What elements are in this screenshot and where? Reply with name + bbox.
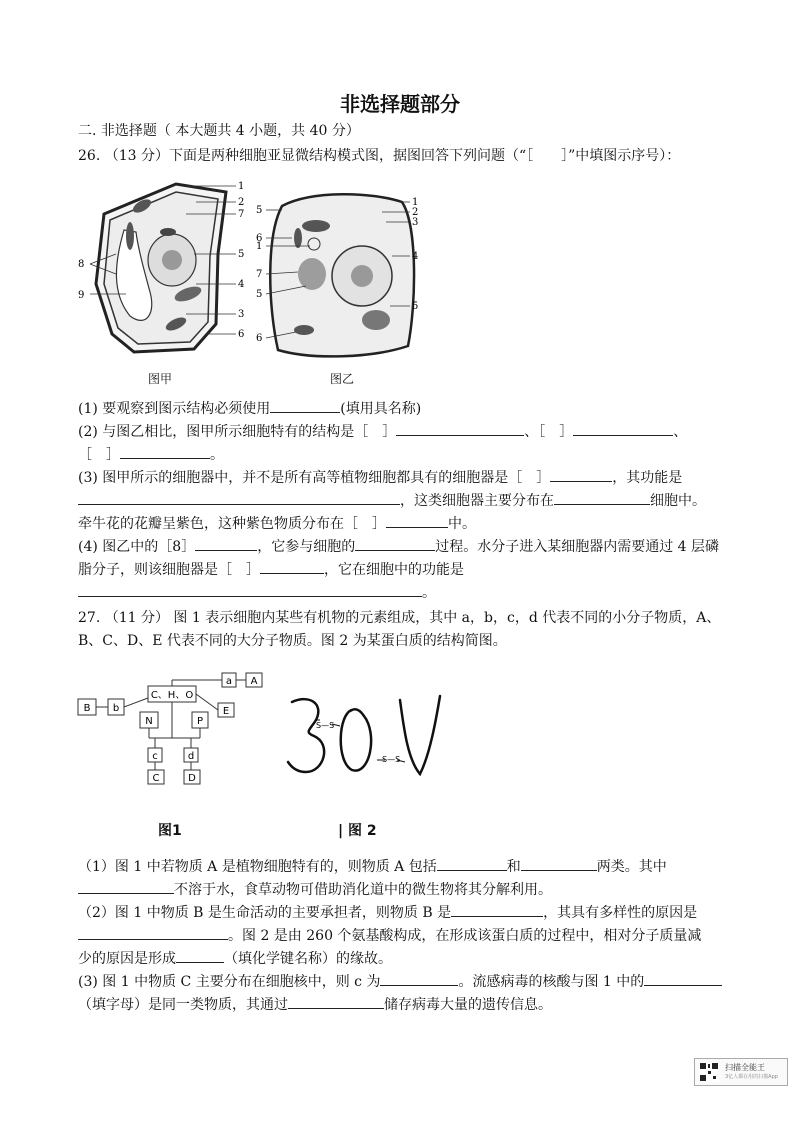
q27-p2c-text: 少的原因是形成 (78, 951, 176, 967)
answer-blank[interactable] (78, 490, 400, 505)
q26-p2b-text: ［ ］ (78, 447, 120, 463)
q26-p4b (78, 559, 464, 581)
q27-p1-text: （1）图 1 中若物质 A 是植物细胞特有的，则物质 A 包括 (78, 859, 437, 875)
label-5: 5 (256, 205, 263, 216)
q26-p2-text: (2) 与图乙相比，图甲所示细胞特有的结构是［ ］ (78, 424, 397, 440)
q26-p2-mid: 、［ ］ (524, 424, 574, 440)
q26-p4-tail: 过程。水分子进入某细胞器内需要通过 4 层磷 (435, 539, 720, 555)
q26-stem: 26. （13 分）下面是两种细胞亚显微结构模式图，据图回答下列问题（“［ ］”中填图示序号）： (78, 148, 681, 164)
answer-blank[interactable] (78, 925, 228, 940)
box-D-label: D (188, 773, 196, 784)
q27-stem-1: 27. （11 分） 图 1 表示细胞内某些有机物的元素组成，其中 a，b，c，d 代表不同的小分子物质，A、 (78, 610, 721, 626)
label-1: 1 (412, 197, 419, 208)
answer-blank[interactable] (380, 971, 458, 986)
label-7: 7 (256, 269, 263, 280)
box-CHO-label: C、H、O (150, 690, 194, 701)
q27-p2-text: （2）图 1 中物质 B 是生命活动的主要承担者，则物质 B 是 (78, 905, 452, 921)
q26-p4-text: (4) 图乙中的［8］ (78, 539, 196, 555)
label-7: 7 (238, 209, 245, 220)
box-B-label: B (83, 703, 91, 714)
label-3: 3 (412, 217, 419, 228)
q27-p1b (78, 879, 552, 901)
q27-p3-text: (3) 图 1 中物质 C 主要分布在细胞核中，则 c 为 (78, 974, 381, 990)
label-2: 2 (412, 207, 419, 218)
answer-blank[interactable] (288, 994, 384, 1009)
q26-p4b-tail: ，它在细胞中的功能是 (324, 562, 464, 578)
answer-blank[interactable] (644, 971, 722, 986)
fig-b-caption: 图乙 (330, 372, 355, 386)
q27-p2c-tail: （填化学键名称）的缘故。 (224, 951, 392, 967)
q27-stem-2: B、C、D、E 代表不同的大分子物质。图 2 为某蛋白质的结构简图。 (78, 633, 507, 649)
page-title: 非选择题部分 (340, 92, 460, 116)
figure-animal-cell (252, 186, 432, 366)
label-6: 6 (256, 333, 263, 344)
answer-blank[interactable] (451, 902, 543, 917)
fig-2-caption: | 图 2 (338, 823, 377, 839)
q27-p3b-tail: 储存病毒大量的遗传信息。 (384, 997, 552, 1013)
answer-blank[interactable] (437, 856, 507, 871)
q26-p3c-end: 中。 (448, 516, 476, 532)
q26-p4c-end: 。 (422, 585, 436, 601)
answer-blank[interactable] (195, 536, 257, 551)
q27-p3-tail: 。流感病毒的核酸与图 1 中的 (458, 974, 645, 990)
q26-p3c (78, 513, 476, 535)
answer-blank[interactable] (396, 421, 524, 436)
label-3: 3 (238, 309, 245, 320)
q27-p1-mid: 和 (506, 859, 521, 875)
box-d-label: d (187, 751, 195, 762)
label-6: 6 (256, 233, 263, 244)
q26-p4c (78, 582, 436, 604)
answer-blank[interactable] (270, 398, 340, 413)
answer-blank[interactable] (550, 467, 612, 482)
q26-p2b-end: 。 (210, 447, 224, 463)
q27-p2c (78, 948, 392, 970)
q26-p3b (78, 490, 706, 512)
q26-p2 (78, 421, 687, 443)
section-header: 二. 非选择题（ 本大题共 4 小题，共 40 分） (78, 123, 360, 139)
q26-p1-tail: (填用具名称) (340, 401, 422, 417)
disulfide-bond-label: S—S (382, 755, 401, 764)
label-1: 1 (238, 181, 245, 192)
q26-p3b-end: 细胞中。 (650, 493, 706, 509)
answer-blank[interactable] (78, 582, 422, 597)
answer-blank[interactable] (355, 536, 435, 551)
answer-blank[interactable] (554, 490, 650, 505)
q26-p2-end: 、 (673, 424, 688, 440)
box-c-label: c (152, 751, 158, 762)
label-6: 6 (238, 329, 245, 340)
figure-1-diagram (76, 668, 276, 798)
q26-p3-text: (3) 图甲所示的细胞器中，并不是所有高等植物细胞都具有的细胞器是［ ］ (78, 470, 551, 486)
q27-p1b-tail: 不溶于水，食草动物可借助消化道中的微生物将其分解利用。 (174, 882, 552, 898)
fig-1-caption: 图1 (158, 823, 182, 839)
fig-a-caption: 图甲 (148, 372, 173, 386)
q27-p2 (78, 902, 697, 924)
label-5: 5 (238, 249, 245, 260)
q26-p1-text: (1) 要观察到图示结构必须使用 (78, 401, 271, 417)
answer-blank[interactable] (386, 513, 448, 528)
box-C-label: C (152, 773, 160, 784)
q26-p4b-text: 脂分子，则该细胞器是［ ］ (78, 562, 260, 578)
box-A-label: A (250, 676, 258, 687)
answer-blank[interactable] (78, 879, 174, 894)
q27-p3 (78, 971, 722, 993)
answer-blank[interactable] (573, 421, 673, 436)
q26-p3 (78, 467, 682, 489)
watermark-text: 扫描全能王 (725, 1063, 765, 1072)
q27-p2b-tail: 。图 2 是由 260 个氨基酸构成，在形成该蛋白质的过程中，相对分子质量减 (228, 928, 702, 944)
box-a-label: a (225, 676, 233, 687)
qr-code-icon (699, 1062, 719, 1082)
q27-p2b (78, 925, 701, 947)
box-P-label: P (196, 716, 204, 727)
answer-blank[interactable] (120, 444, 210, 459)
q26-p3c-text: 牵牛花的花瓣呈紫色，这种紫色物质分布在［ ］ (78, 516, 386, 532)
label-5: 5 (256, 289, 263, 300)
q27-p2-tail: ，其具有多样性的原因是 (543, 905, 698, 921)
q26-p1 (78, 398, 421, 420)
answer-blank[interactable] (176, 948, 224, 963)
label-4: 4 (412, 251, 419, 262)
label-4: 4 (238, 279, 245, 290)
disulfide-bond-label: S—S (316, 721, 335, 730)
answer-blank[interactable] (260, 559, 324, 574)
q26-p3-tail: ，其功能是 (612, 470, 683, 486)
q26-p2b (78, 444, 224, 466)
q26-p4-mid: ，它参与细胞的 (257, 539, 356, 555)
answer-blank[interactable] (521, 856, 597, 871)
q27-p3b (78, 994, 552, 1016)
figure-2-protein (280, 690, 450, 790)
q27-p3b-text: （填字母）是同一类物质，其通过 (78, 997, 288, 1013)
box-E-label: E (222, 706, 230, 717)
label-2: 2 (238, 197, 245, 208)
q26-p4 (78, 536, 719, 558)
label-9: 9 (78, 290, 85, 301)
label-5: 5 (412, 301, 419, 312)
q27-p1-tail: 两类。其中 (596, 859, 667, 875)
figure-plant-cell (76, 174, 256, 364)
q26-p3b-tail: ，这类细胞器主要分布在 (400, 493, 554, 509)
label-1: 1 (256, 241, 263, 252)
q27-p1 (78, 856, 667, 878)
box-b-label: b (112, 703, 120, 714)
scanner-watermark (694, 1058, 788, 1086)
label-8: 8 (78, 259, 85, 270)
box-N-label: N (145, 716, 153, 727)
watermark-subtext: 3亿人都在用的扫描App (725, 1074, 778, 1080)
